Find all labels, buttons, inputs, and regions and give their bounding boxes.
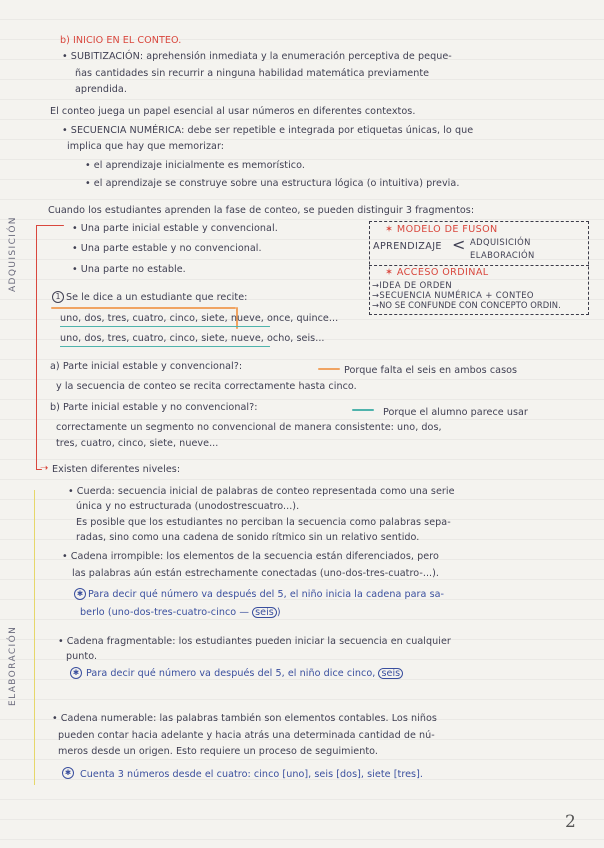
adquisicion-brace bbox=[36, 225, 37, 470]
brace-top-tick bbox=[36, 225, 64, 226]
arrow-icon: → bbox=[372, 300, 380, 310]
answer-a: Porque falta el seis en ambos casos bbox=[344, 365, 518, 376]
side-label-adquisicion: ADQUISICIÓN bbox=[8, 216, 18, 292]
text-line: las palabras aún están estrechamente conectadas (uno-dos-tres-cuatro-...). bbox=[72, 568, 440, 579]
text-line: radas, sino como una cadena de sonido rítmico sin un relativo sentido. bbox=[76, 532, 420, 543]
example-text: Para decir qué número va después del 5, el niño inicia la cadena para sa- bbox=[88, 589, 445, 600]
sequence-line: uno, dos, tres, cuatro, cinco, siete, nueve, once, quince... bbox=[60, 313, 339, 324]
orange-underline bbox=[51, 307, 236, 309]
text-line: punto. bbox=[66, 651, 98, 662]
asterisk-circle-icon: ✱ bbox=[70, 667, 82, 679]
text-line: El conteo juega un papel esencial al usar números en diferentes contextos. bbox=[50, 106, 416, 117]
text-line: única y no estructurada (unodostrescuatro...). bbox=[76, 501, 300, 512]
box-item: →IDEA DE ORDEN bbox=[372, 280, 453, 290]
example-text: Cuenta 3 números desde el cuatro: cinco [uno], seis [dos], siete [tres]. bbox=[80, 769, 423, 780]
section-title: b) INICIO EN EL CONTEO. bbox=[60, 35, 182, 46]
orange-dash-icon bbox=[318, 368, 340, 370]
text-line: • el aprendizaje se construye sobre una estructura lógica (o intuitiva) previa. bbox=[85, 178, 460, 189]
arrow-icon: → bbox=[372, 290, 380, 300]
example-text: Para decir qué número va después del 5, el niño dice cinco, seis bbox=[86, 668, 403, 680]
asterisk-icon: ✶ bbox=[385, 267, 397, 278]
page-number: 2 bbox=[565, 812, 576, 832]
level-cadena-numerable: • Cadena numerable: las palabras también son elementos contables. Los niños bbox=[52, 713, 437, 724]
asterisk-icon: ✶ bbox=[385, 224, 397, 235]
example-text: berlo (uno-dos-tres-cuatro-cinco — seis ) bbox=[80, 607, 281, 618]
box-item: →NO SE CONFUNDE CON CONCEPTO ORDIN. bbox=[372, 300, 561, 310]
brace-arrow-icon: ➝ bbox=[40, 463, 49, 474]
box-elaboracion: ELABORACIÓN bbox=[470, 250, 535, 260]
text-line: • el aprendizaje inicialmente es memorístico. bbox=[85, 160, 305, 171]
example-prompt: Se le dice a un estudiante que recite: bbox=[66, 292, 248, 303]
box-aprendizaje: APRENDIZAJE bbox=[373, 241, 442, 252]
levels-heading: Existen diferentes niveles: bbox=[52, 464, 181, 475]
fragment-item: • Una parte inicial estable y convencional. bbox=[72, 223, 278, 234]
box-item: →SECUENCIA NUMÉRICA + CONTEO bbox=[372, 290, 534, 300]
question-b: b) Parte inicial estable y no convencional?: bbox=[50, 402, 258, 413]
text-line: aprendida. bbox=[75, 84, 127, 95]
box-adquisicion: ADQUISICIÓN bbox=[470, 237, 531, 247]
asterisk-circle-icon: ✱ bbox=[62, 767, 74, 779]
circled-answer: seis bbox=[252, 607, 277, 618]
box-title bbox=[385, 224, 498, 236]
sequence-underline bbox=[60, 326, 270, 327]
box-acceso-text: ACCESO ORDINAL bbox=[396, 267, 489, 278]
fragment-item: • Una parte no estable. bbox=[72, 264, 186, 275]
asterisk-circle-icon: ✱ bbox=[74, 588, 86, 600]
level-cadena-fragmentable: • Cadena fragmentable: los estudiantes pueden iniciar la secuencia en cualquier bbox=[58, 636, 451, 647]
text-line: ñas cantidades sin recurrir a ninguna habilidad matemática previamente bbox=[75, 68, 430, 79]
box-title-text: MODELO DE FUSON bbox=[396, 224, 498, 235]
fragment-item: • Una parte estable y no convencional. bbox=[72, 243, 262, 254]
text-line: correctamente un segmento no convencional de manera consistente: uno, dos, bbox=[56, 422, 442, 433]
answer-b: Porque el alumno parece usar bbox=[383, 407, 528, 418]
text-line: implica que hay que memorizar: bbox=[67, 141, 225, 152]
elaboracion-brace bbox=[34, 490, 35, 785]
bracket-icon: < bbox=[452, 235, 466, 254]
text-line: Es posible que los estudiantes no perciban la secuencia como palabras sepa- bbox=[76, 517, 451, 528]
text-line: pueden contar hacia adelante y hacia atrás una determinada cantidad de nú- bbox=[58, 730, 435, 741]
text-line: y la secuencia de conteo se recita correctamente hasta cinco. bbox=[56, 381, 357, 392]
side-label-elaboracion: ELABORACIÓN bbox=[8, 625, 18, 706]
example-number-icon: 1 bbox=[52, 291, 64, 303]
text-line: • SUBITIZACIÓN: aprehensión inmediata y la enumeración perceptiva de peque- bbox=[62, 51, 452, 62]
circled-answer: seis bbox=[378, 668, 403, 679]
text-line: meros desde un origen. Esto requiere un proceso de seguimiento. bbox=[58, 746, 379, 757]
text-line: • SECUENCIA NUMÉRICA: debe ser repetible e integrada por etiquetas únicas, lo que bbox=[62, 125, 474, 136]
arrow-icon: → bbox=[372, 280, 380, 290]
sequence-line: uno, dos, tres, cuatro, cinco, siete, nueve, ocho, seis... bbox=[60, 333, 325, 344]
teal-dash-icon bbox=[352, 409, 374, 411]
sequence-underline bbox=[60, 346, 270, 347]
box-divider bbox=[369, 265, 589, 266]
text-line: Cuando los estudiantes aprenden la fase de conteo, se pueden distinguir 3 fragmentos: bbox=[48, 205, 475, 216]
level-cadena-irrompible: • Cadena irrompible: los elementos de la secuencia están diferenciados, pero bbox=[62, 551, 439, 562]
question-a: a) Parte inicial estable y convencional?: bbox=[50, 361, 243, 372]
text-line: tres, cuatro, cinco, siete, nueve... bbox=[56, 438, 219, 449]
box-acceso-ordinal bbox=[385, 267, 489, 279]
level-cuerda: • Cuerda: secuencia inicial de palabras de conteo representada como una serie bbox=[68, 486, 455, 497]
